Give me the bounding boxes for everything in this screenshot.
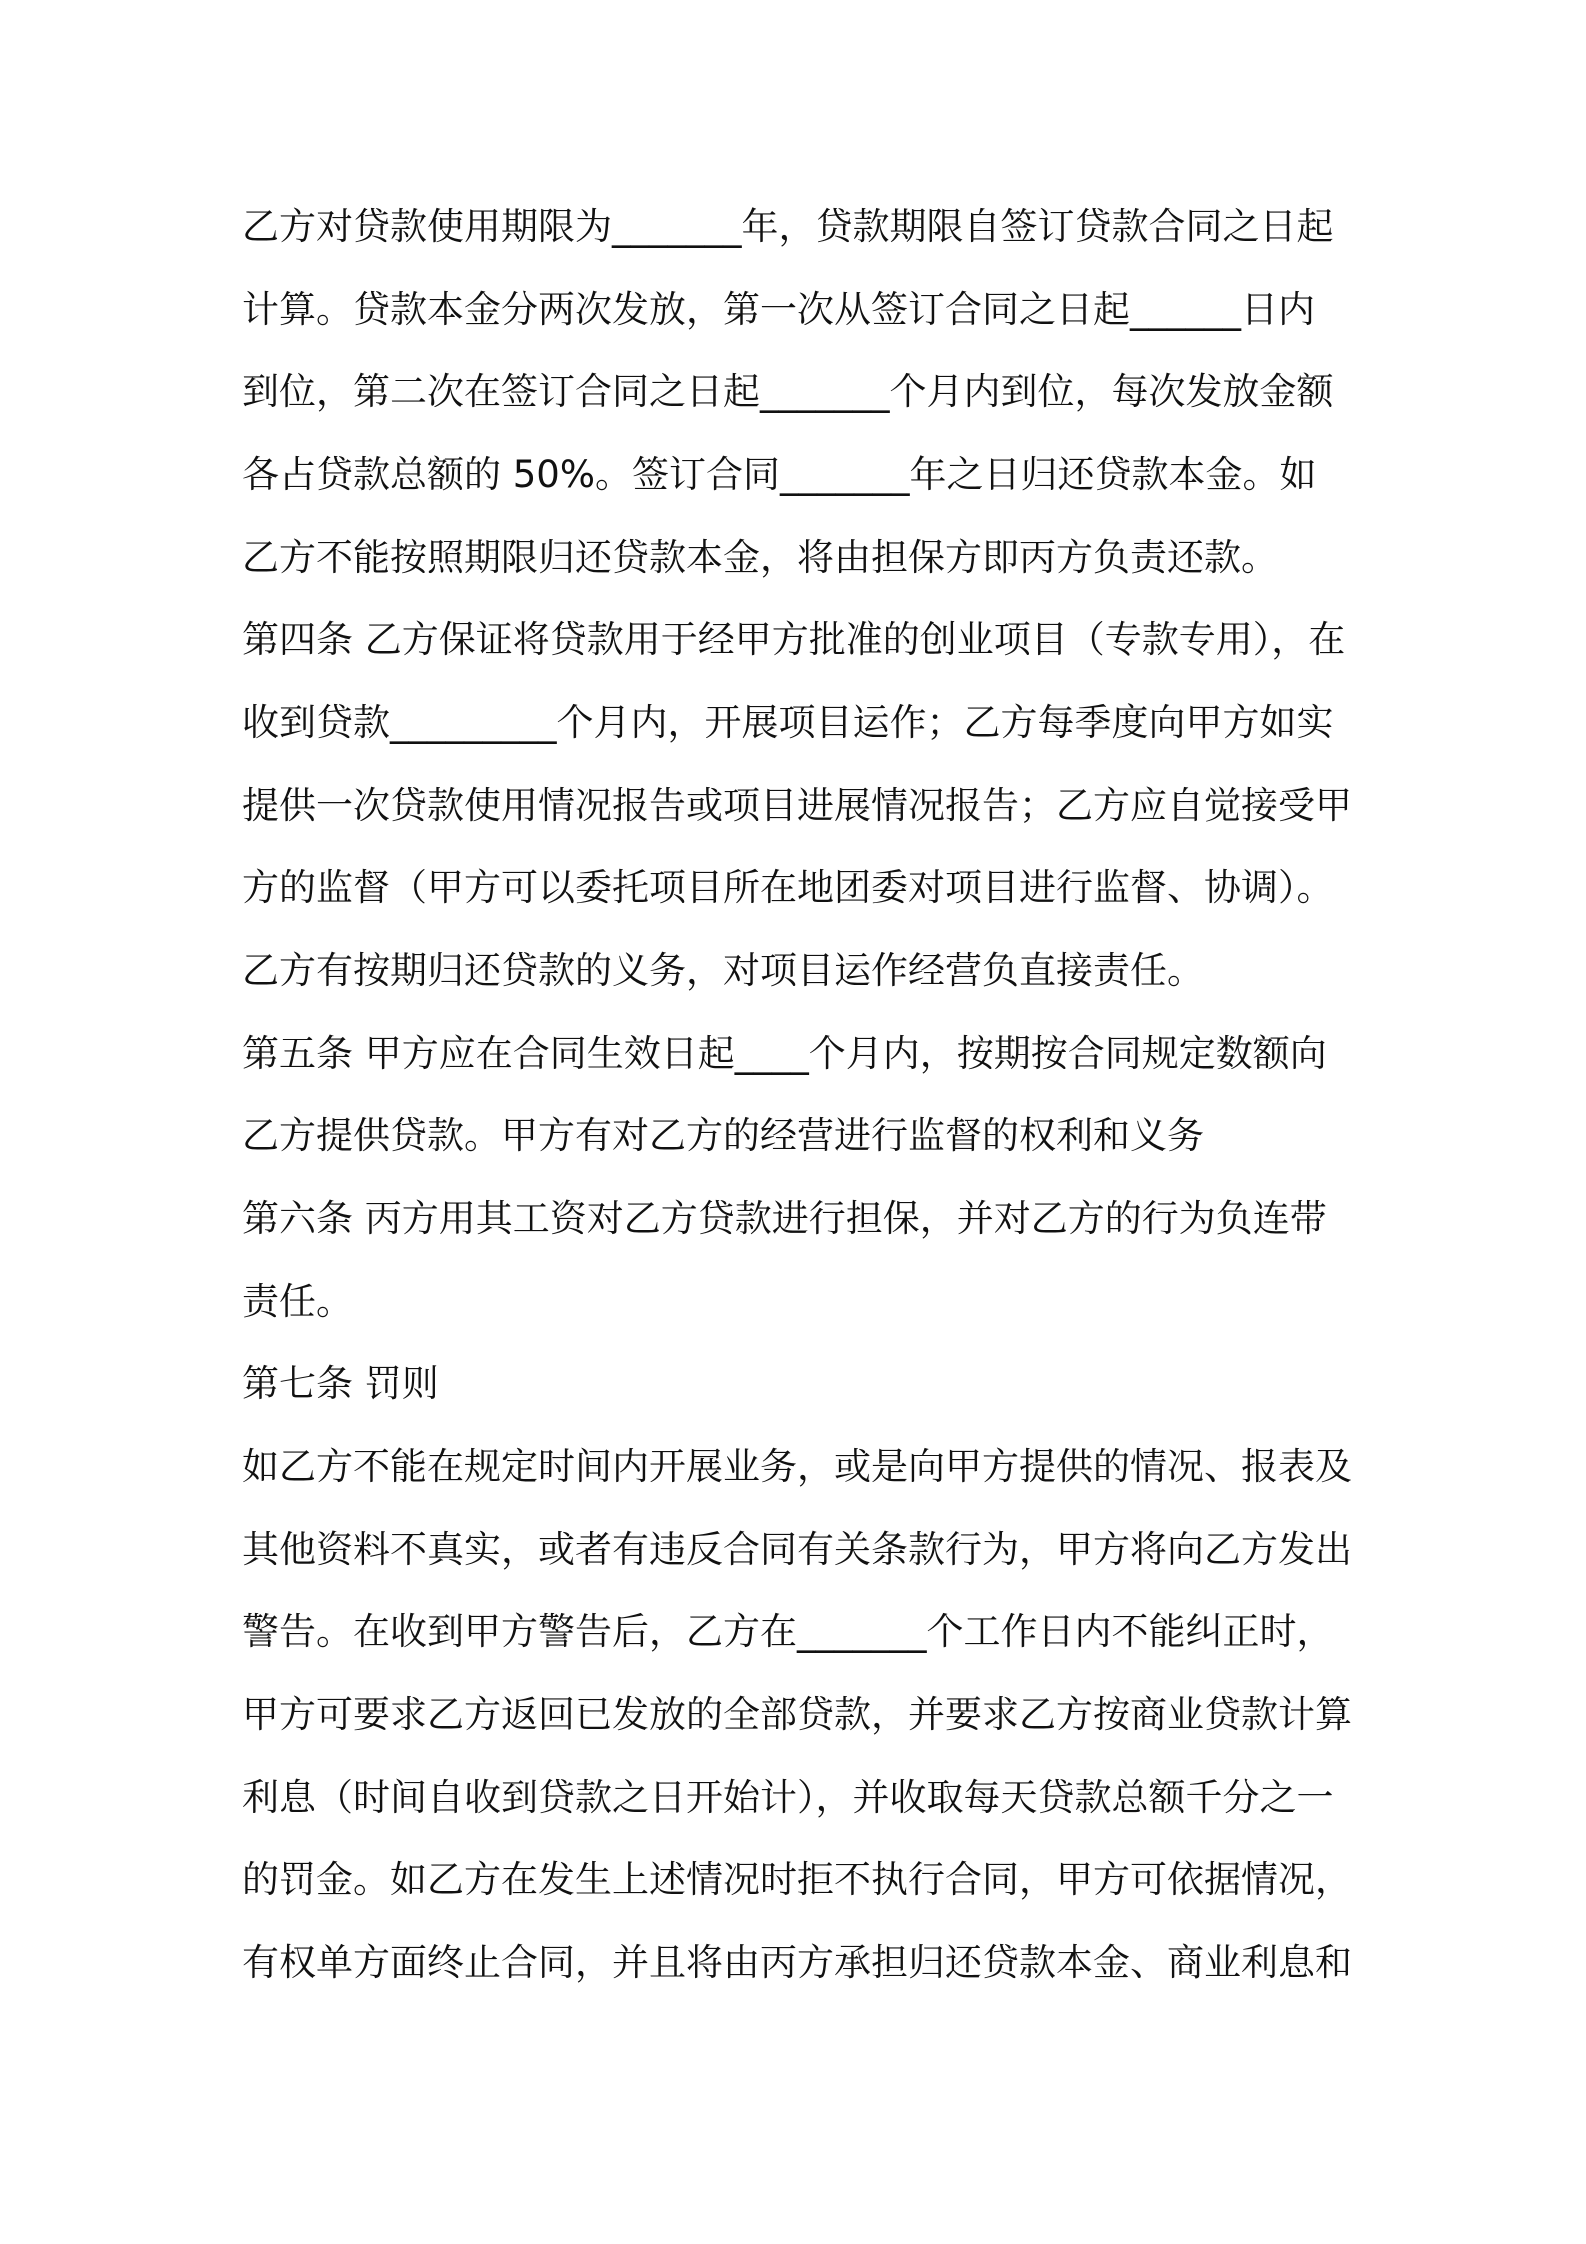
text-line: 甲方可要求乙方返回已发放的全部贷款，并要求乙方按商业贷款计算: [242, 1693, 1352, 1736]
text-line: 乙方对贷款使用期限为_______年，贷款期限自签订贷款合同之日起: [242, 205, 1334, 248]
text-line: 乙方有按期归还贷款的义务，对项目运作经营负直接责任。: [242, 949, 1204, 992]
text-line: 方的监督（甲方可以委托项目所在地团委对项目进行监督、协调）。: [242, 866, 1334, 909]
text-line: 乙方不能按照期限归还贷款本金，将由担保方即丙方负责还款。: [242, 536, 1278, 579]
text-line: 收到贷款_________个月内，开展项目运作；乙方每季度向甲方如实: [242, 701, 1334, 744]
text-line: 第四条 乙方保证将贷款用于经甲方批准的创业项目（专款专用），在: [242, 618, 1346, 661]
text-line: 计算。贷款本金分两次发放，第一次从签订合同之日起______日内: [242, 288, 1315, 331]
text-line: 的罚金。如乙方在发生上述情况时拒不执行合同，甲方可依据情况，: [242, 1858, 1352, 1901]
text-line: 提供一次贷款使用情况报告或项目进展情况报告；乙方应自觉接受甲: [242, 784, 1352, 827]
text-line: 到位，第二次在签订合同之日起_______个月内到位，每次发放金额: [242, 370, 1334, 413]
text-line: 第五条 甲方应在合同生效日起____个月内，按期按合同规定数额向: [242, 1032, 1327, 1075]
text-line: 其他资料不真实，或者有违反合同有关条款行为，甲方将向乙方发出: [242, 1528, 1352, 1571]
text-line: 第七条 罚则: [242, 1362, 439, 1405]
text-line: 有权单方面终止合同，并且将由丙方承担归还贷款本金、商业利息和: [242, 1941, 1352, 1984]
text-line: 各占贷款总额的 50%。签订合同_______年之日归还贷款本金。如: [242, 453, 1317, 496]
text-line: 责任。: [242, 1280, 353, 1323]
text-line: 利息（时间自收到贷款之日开始计），并收取每天贷款总额千分之一: [242, 1776, 1334, 1819]
text-line: 乙方提供贷款。甲方有对乙方的经营进行监督的权利和义务: [242, 1114, 1204, 1157]
text-line: 警告。在收到甲方警告后，乙方在_______个工作日内不能纠正时，: [242, 1610, 1334, 1653]
text-line: 如乙方不能在规定时间内开展业务，或是向甲方提供的情况、报表及: [242, 1445, 1352, 1488]
text-line: 第六条 丙方用其工资对乙方贷款进行担保，并对乙方的行为负连带: [242, 1197, 1327, 1240]
